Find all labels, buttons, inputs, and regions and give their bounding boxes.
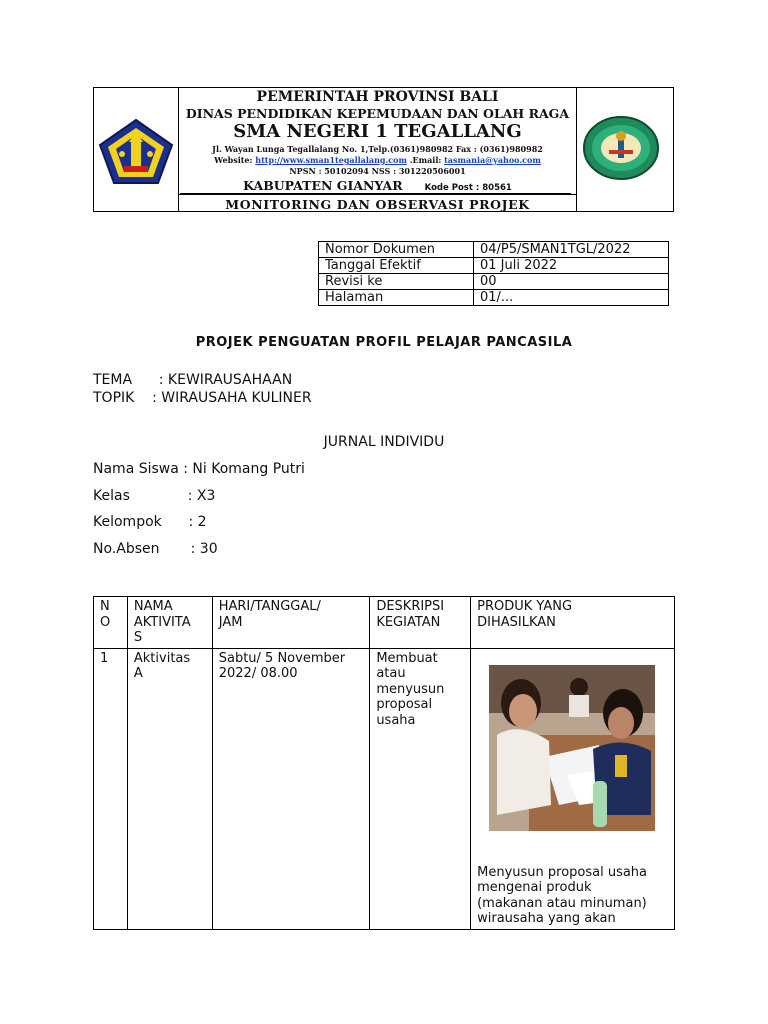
activity-table xyxy=(93,596,675,930)
postal-code: Kode Post : 80561 xyxy=(424,183,512,193)
cell-description-text: Membuat atau menyusun proposal usaha xyxy=(376,650,445,728)
doc-info-value: 01 Juli 2022 xyxy=(474,258,669,274)
right-logo-cell xyxy=(576,88,673,211)
table-row xyxy=(94,648,675,929)
product-description: Menyusun proposal usaha mengenai produk (makanan atau minuman) wirausaha yang akan xyxy=(477,864,648,926)
header-description-text: DESKRIPSI KEGIATAN xyxy=(376,599,445,630)
email-label: .Email: xyxy=(409,155,442,165)
header-no xyxy=(94,597,128,649)
document-info-table xyxy=(318,241,669,306)
cell-no: 1 xyxy=(94,648,128,929)
header-product-text: PRODUK YANG DIHASILKAN xyxy=(477,599,573,630)
cell-activity-text: Aktivitas A xyxy=(133,650,191,681)
header-activity-text: NAMA AKTIVITA S xyxy=(133,599,191,645)
website-link[interactable]: http://www.sman1tegallalang.com xyxy=(255,155,407,165)
doc-info-value: 04/P5/SMAN1TGL/2022 xyxy=(474,242,669,258)
email-link[interactable]: tasmania@yahoo.com xyxy=(444,155,541,165)
header-product xyxy=(471,597,675,649)
doc-info-row xyxy=(319,242,669,258)
school-emblem-icon xyxy=(577,88,673,213)
cell-product xyxy=(471,648,675,929)
document-title: MONITORING DAN OBSERVASI PROJEK xyxy=(178,194,577,214)
npsn-nss: NPSN : 50102094 NSS : 301220506001 xyxy=(289,166,466,176)
header-date-text: HARI/TANGGAL/ JAM xyxy=(218,599,321,630)
school-name: SMA NEGERI 1 TEGALLANG xyxy=(233,121,522,142)
students-photo-icon xyxy=(489,665,655,831)
doc-info-row xyxy=(319,258,669,274)
cell-activity xyxy=(127,648,212,929)
doc-info-label: Revisi ke xyxy=(319,274,474,290)
regency-line xyxy=(178,178,577,193)
contact-line xyxy=(178,155,577,165)
cell-description xyxy=(370,648,471,929)
student-group: Kelompok : 2 xyxy=(93,514,207,530)
header-description xyxy=(370,597,471,649)
doc-info-row xyxy=(319,290,669,306)
header-date xyxy=(212,597,370,649)
student-class: Kelas : X3 xyxy=(93,488,216,504)
student-number: No.Absen : 30 xyxy=(93,541,218,557)
regency-name: KABUPATEN GIANYAR xyxy=(243,178,403,193)
website-label: Website: xyxy=(214,155,253,165)
letterhead-text xyxy=(178,88,577,211)
table-header-row xyxy=(94,597,675,649)
government-name: PEMERINTAH PROVINSI BALI xyxy=(256,89,499,105)
student-name: Nama Siswa : Ni Komang Putri xyxy=(93,461,305,477)
project-title: PROJEK PENGUATAN PROFIL PELAJAR PANCASILA xyxy=(195,335,573,350)
topic-line: TOPIK : WIRAUSAHA KULINER xyxy=(93,390,312,406)
header-activity xyxy=(127,597,212,649)
letterhead xyxy=(93,87,674,212)
department-name: DINAS PENDIDIKAN KEPEMUDAAN DAN OLAH RAGA xyxy=(185,106,570,121)
doc-info-row xyxy=(319,274,669,290)
header-no-text: N O xyxy=(100,599,111,630)
doc-info-label: Nomor Dokumen xyxy=(319,242,474,258)
school-address: Jl. Wayan Lunga Tegallalang No. 1,Telp.(0361)980982 Fax : (0361)980982 xyxy=(212,144,543,154)
cell-date xyxy=(212,648,370,929)
left-logo-cell xyxy=(94,88,179,211)
activity-photo xyxy=(489,665,655,831)
theme-line: TEMA : KEWIRAUSAHAAN xyxy=(93,372,293,388)
doc-info-value: 01/... xyxy=(474,290,669,306)
doc-info-label: Tanggal Efektif xyxy=(319,258,474,274)
bali-province-logo-icon xyxy=(94,88,178,213)
doc-info-value: 00 xyxy=(474,274,669,290)
cell-date-text: Sabtu/ 5 November 2022/ 08.00 xyxy=(218,650,346,681)
doc-info-label: Halaman xyxy=(319,290,474,306)
journal-title: JURNAL INDIVIDU xyxy=(323,434,445,450)
